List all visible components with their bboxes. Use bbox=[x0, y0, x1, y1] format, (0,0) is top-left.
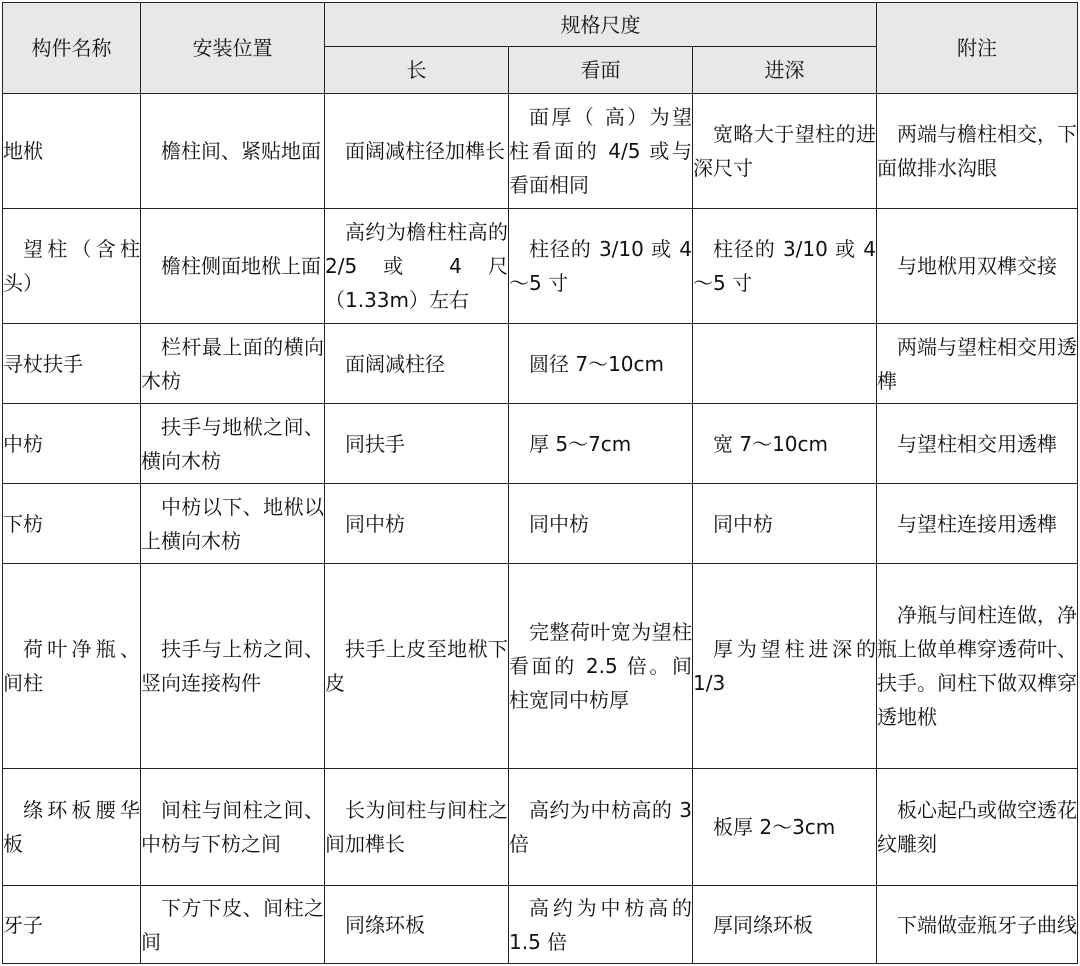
cell-depth: 板厚 2～3cm bbox=[693, 769, 877, 886]
cell-note: 两端与望柱相交用透榫 bbox=[877, 324, 1078, 404]
cell-position: 扶手与地栿之间、横向木枋 bbox=[141, 404, 325, 484]
table-row bbox=[3, 886, 1078, 964]
cell-length: 高约为檐柱柱高的 2/5 或 4 尺（1.33m）左右 bbox=[325, 209, 509, 324]
cell-length: 面阔减柱径加榫长 bbox=[325, 94, 509, 209]
cell-name: 地栿 bbox=[3, 94, 141, 209]
cell-depth bbox=[693, 324, 877, 404]
cell-depth: 宽 7～10cm bbox=[693, 404, 877, 484]
header-length: 长 bbox=[325, 47, 509, 94]
cell-note: 板心起凸或做空透花纹雕刻 bbox=[877, 769, 1078, 886]
cell-name: 荷叶净瓶、间柱 bbox=[3, 564, 141, 769]
table-row bbox=[3, 94, 1078, 209]
table-row bbox=[3, 404, 1078, 484]
table-row bbox=[3, 484, 1078, 564]
cell-depth: 同中枋 bbox=[693, 484, 877, 564]
table-row bbox=[3, 324, 1078, 404]
cell-face: 柱径的 3/10 或 4～5 寸 bbox=[509, 209, 693, 324]
cell-length: 同绦环板 bbox=[325, 886, 509, 964]
cell-name: 牙子 bbox=[3, 886, 141, 964]
cell-position: 檐柱间、紧贴地面 bbox=[141, 94, 325, 209]
cell-length: 同中枋 bbox=[325, 484, 509, 564]
cell-position: 中枋以下、地栿以上横向木枋 bbox=[141, 484, 325, 564]
header-position: 安装位置 bbox=[141, 3, 325, 94]
cell-note: 两端与檐柱相交，下面做排水沟眼 bbox=[877, 94, 1078, 209]
cell-face: 高约为中枋高的 3 倍 bbox=[509, 769, 693, 886]
table-row bbox=[3, 209, 1078, 324]
cell-position: 栏杆最上面的横向木枋 bbox=[141, 324, 325, 404]
cell-length: 同扶手 bbox=[325, 404, 509, 484]
cell-name: 寻杖扶手 bbox=[3, 324, 141, 404]
cell-note: 与地栿用双榫交接 bbox=[877, 209, 1078, 324]
cell-position: 下方下皮、间柱之间 bbox=[141, 886, 325, 964]
cell-note: 与望柱相交用透榫 bbox=[877, 404, 1078, 484]
cell-note: 净瓶与间柱连做，净瓶上做单榫穿透荷叶、扶手。间柱下做双榫穿透地栿 bbox=[877, 564, 1078, 769]
cell-name: 望柱（含柱头） bbox=[3, 209, 141, 324]
cell-face: 同中枋 bbox=[509, 484, 693, 564]
table-row bbox=[3, 769, 1078, 886]
cell-note: 下端做壶瓶牙子曲线 bbox=[877, 886, 1078, 964]
cell-position: 扶手与上枋之间、竖向连接构件 bbox=[141, 564, 325, 769]
header-name: 构件名称 bbox=[3, 3, 141, 94]
cell-depth: 宽略大于望柱的进深尺寸 bbox=[693, 94, 877, 209]
header-face: 看面 bbox=[509, 47, 693, 94]
cell-position: 间柱与间柱之间、中枋与下枋之间 bbox=[141, 769, 325, 886]
cell-name: 中枋 bbox=[3, 404, 141, 484]
cell-face: 圆径 7～10cm bbox=[509, 324, 693, 404]
railing-spec-table bbox=[2, 2, 1078, 964]
cell-length: 扶手上皮至地栿下皮 bbox=[325, 564, 509, 769]
cell-note: 与望柱连接用透榫 bbox=[877, 484, 1078, 564]
cell-name: 下枋 bbox=[3, 484, 141, 564]
header-row-1 bbox=[3, 3, 1078, 47]
cell-depth: 厚同绦环板 bbox=[693, 886, 877, 964]
cell-depth: 柱径的 3/10 或 4～5 寸 bbox=[693, 209, 877, 324]
cell-length: 面阔减柱径 bbox=[325, 324, 509, 404]
cell-face: 厚 5～7cm bbox=[509, 404, 693, 484]
cell-length: 长为间柱与间柱之间加榫长 bbox=[325, 769, 509, 886]
cell-face: 面厚（ 高）为望柱看面的 4/5 或与看面相同 bbox=[509, 94, 693, 209]
cell-face: 完整荷叶宽为望柱看面的 2.5 倍。间柱宽同中枋厚 bbox=[509, 564, 693, 769]
cell-face: 高约为中枋高的 1.5 倍 bbox=[509, 886, 693, 964]
header-note: 附注 bbox=[877, 3, 1078, 94]
cell-position: 檐柱侧面地栿上面 bbox=[141, 209, 325, 324]
cell-depth: 厚为望柱进深的 1/3 bbox=[693, 564, 877, 769]
header-depth: 进深 bbox=[693, 47, 877, 94]
table-row bbox=[3, 564, 1078, 769]
cell-name: 绦环板腰华板 bbox=[3, 769, 141, 886]
header-spec: 规格尺度 bbox=[325, 3, 877, 47]
